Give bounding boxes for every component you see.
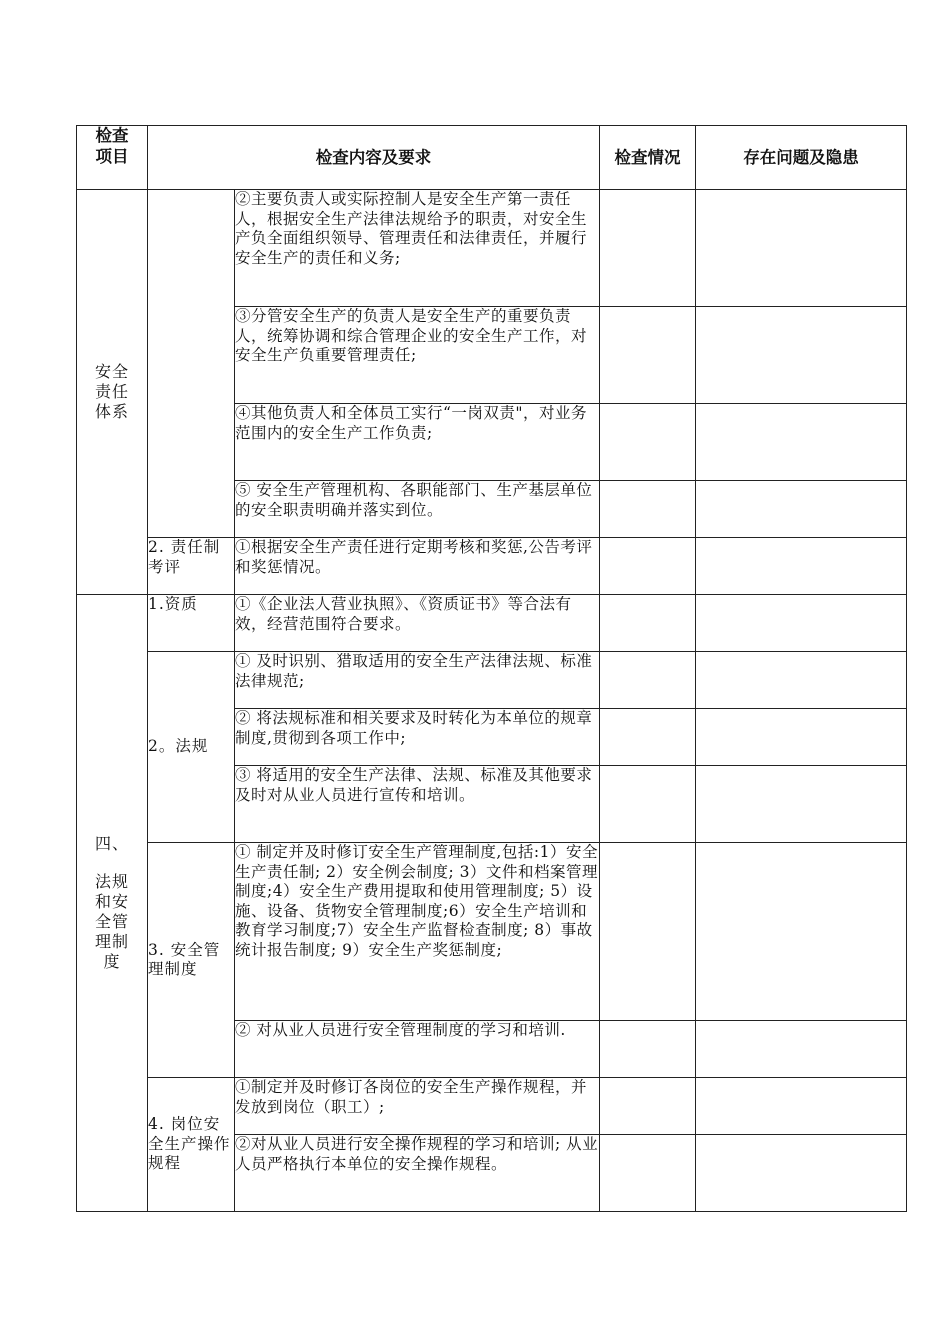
requirement-cell: ② 将法规标准和相关要求及时转化为本单位的规章制度,贯彻到各项工作中; [235,709,600,766]
issues-cell[interactable] [696,538,907,595]
subsection-label: 2. 责任制考评 [148,538,235,595]
issues-cell[interactable] [696,481,907,538]
requirement-cell: ① 及时识别、猎取适用的安全生产法律法规、标准法律规范; [235,652,600,709]
header-item [77,126,148,190]
status-cell[interactable] [600,1078,696,1135]
issues-cell[interactable] [696,1021,907,1078]
issues-cell[interactable] [696,595,907,652]
issues-cell[interactable] [696,190,907,307]
requirement-cell: ③ 将适用的安全生产法律、法规、标准及其他要求及时对从业人员进行宣传和培训。 [235,766,600,843]
status-cell[interactable] [600,709,696,766]
category-line: 理制 [94,932,129,951]
issues-cell[interactable] [696,652,907,709]
status-cell[interactable] [600,1135,696,1212]
category-line: 安全 [94,362,129,381]
status-cell[interactable] [600,766,696,843]
category-law-management [77,595,148,1212]
subsection-label: 4. 岗位安全生产操作规程 [148,1078,235,1212]
requirement-cell: ①根据安全生产责任进行定期考核和奖惩,公告考评和奖惩情况。 [235,538,600,595]
issues-cell[interactable] [696,709,907,766]
status-cell[interactable] [600,481,696,538]
header-content: 检查内容及要求 [148,126,600,190]
category-line: 体系 [94,402,129,421]
table-row [77,190,907,307]
category-line: 全管 [94,912,129,931]
table-row [77,652,907,709]
subsection-label: 2。法规 [148,652,235,843]
requirement-cell: ① 制定并及时修订安全生产管理制度,包括:1）安全生产责任制; 2）安全例会制度; 3）文件和档案管理制度;4）安全生产费用提取和使用管理制度; 5）设施、设备、货物安全管理制度;6）安全生产培训和教育学习制度;7）安全生产监督检查制度; 8）事故统计报告制度; 9）安全生产奖惩制度; [235,843,600,1021]
status-cell[interactable] [600,595,696,652]
header-status: 检查情况 [600,126,696,190]
status-cell[interactable] [600,190,696,307]
table-row [77,1078,907,1135]
status-cell[interactable] [600,1021,696,1078]
table-row [77,843,907,1021]
table-row [77,538,907,595]
status-cell[interactable] [600,404,696,481]
category-line: 责任 [94,382,129,401]
inspection-table [76,125,907,1212]
category-number: 四、 [94,834,129,853]
requirement-cell: ⑤ 安全生产管理机构、各职能部门、生产基层单位的安全职责明确并落实到位。 [235,481,600,538]
issues-cell[interactable] [696,1078,907,1135]
header-issues: 存在问题及隐患 [696,126,907,190]
header-row [77,126,907,190]
header-item-label: 检查 项目 [95,125,129,166]
issues-cell[interactable] [696,766,907,843]
issues-cell[interactable] [696,307,907,404]
category-line: 度 [103,952,121,971]
status-cell[interactable] [600,652,696,709]
requirement-cell: ①制定并及时修订各岗位的安全生产操作规程，并发放到岗位（职工）; [235,1078,600,1135]
status-cell[interactable] [600,307,696,404]
requirement-cell: ②对从业人员进行安全操作规程的学习和培训; 从业人员严格执行本单位的安全操作规程。 [235,1135,600,1212]
table-row [77,595,907,652]
requirement-cell: ②主要负责人或实际控制人是安全生产第一责任人，根据安全生产法律法规给予的职责，对安全生产负全面组织领导、管理责任和法律责任，并履行安全生产的责任和义务; [235,190,600,307]
requirement-cell: ④其他负责人和全体员工实行“一岗双责"，对业务范围内的安全生产工作负责; [235,404,600,481]
status-cell[interactable] [600,538,696,595]
requirement-cell: ①《企业法人营业执照》、《资质证书》等合法有效，经营范围符合要求。 [235,595,600,652]
category-safety-responsibility [77,190,148,595]
category-line: 法规 [94,872,129,891]
requirement-cell: ② 对从业人员进行安全管理制度的学习和培训. [235,1021,600,1078]
subsection-label: 1.资质 [148,595,235,652]
category-line: 和安 [94,892,129,911]
issues-cell[interactable] [696,1135,907,1212]
status-cell[interactable] [600,843,696,1021]
issues-cell[interactable] [696,404,907,481]
subsection-label: 3. 安全管理制度 [148,843,235,1078]
requirement-cell: ③分管安全生产的负责人是安全生产的重要负责人，统筹协调和综合管理企业的安全生产工作，对安全生产负重要管理责任; [235,307,600,404]
issues-cell[interactable] [696,843,907,1021]
subsection-blank [148,190,235,538]
